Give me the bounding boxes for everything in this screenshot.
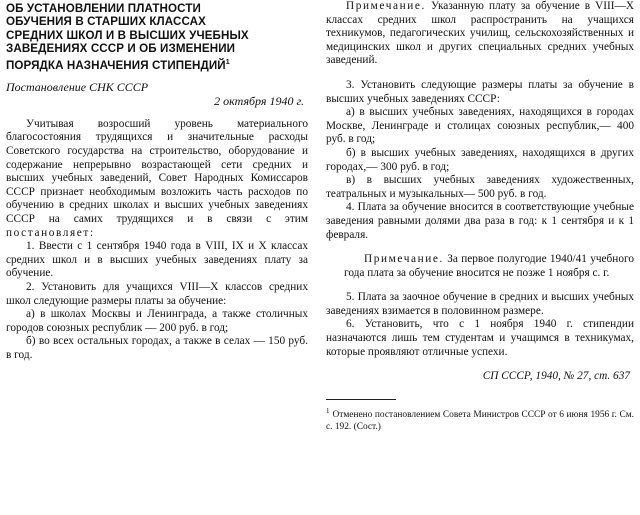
right-column [326, 0, 634, 433]
item-6: 6. Установить, что с 1 ноября 1940 г. стипендии назначаются лишь тем студентам и учащимся в техникумах, которые проявляют отличные успехи. [326, 318, 634, 358]
footnote [326, 406, 634, 433]
item-1: 1. Ввести с 1 сентября 1940 года в VIII, IX и X классах средних школ и в высших учебных заведениях плату за обучение. [6, 240, 308, 280]
decree-source: Постановление СНК СССР [6, 79, 149, 94]
title-footnote-mark: 1 [225, 58, 230, 66]
footnote-number: 1 [326, 407, 330, 416]
title-line: ОБ УСТАНОВЛЕНИИ ПЛАТНОСТИ [6, 2, 201, 15]
left-column [6, 0, 308, 363]
resolves-word: постановляет: [6, 226, 95, 239]
item-2b: б) во всех остальных городах, а также в селах — 150 руб. в год. [6, 335, 308, 361]
source-citation: СП СССР, 1940, № 27, ст. 637 [482, 370, 630, 383]
note-label: Примечание. [346, 0, 426, 12]
item-5: 5. Плата за заочное обучение в средних и высших учебных заведениях взимается в половинном размере. [326, 291, 634, 317]
item-4: 4. Плата за обучение вносится в соответствующие учебные заведения равными долями два раза в год: к 1 сентября и к 1 февраля. [326, 201, 634, 241]
note-label: Примечание. [364, 253, 444, 266]
footnote-text: Отменено постановлением Совета Министров СССР от 6 июня 1956 г. См. с. 192. (Сост.) [326, 410, 634, 432]
item-3c: в) в высших учебных заведениях художественных, театральных и музыкальных— 500 руб. в год. [326, 174, 634, 200]
note-2: Примечание. За первое полугодие 1940/41 учебного года плата за обучение вносится не позже 1 ноября с. г. [344, 253, 634, 279]
note-1: Примечание. Указанную плату за обучение в VIII—X классах средних школ распространить на учащихся техникумов, педагогических училищ, сельскохозяйственных и медицинских школ и других специальных средних учебных заведений. [326, 0, 634, 67]
item-3: 3. Установить следующие размеры платы за обучение в высших учебных заведениях СССР: [326, 78, 634, 105]
title-line: ПОРЯДКА НАЗНАЧЕНИЯ СТИПЕНДИЙ$^1$ [6, 58, 230, 72]
document-title [6, 2, 308, 72]
footnote-divider [326, 399, 396, 400]
intro-paragraph: Учитывая возросший уровень материального благосостояния трудящихся и значительные расходы Советского государства на строительство, оборудование и содержание непрерывно возрастающей сети средних и высших учебных заведений, Совет Народных Комиссаров СССР признает необходимым возложить часть расходов по обучению в средних школах и высших учебных заведениях СССР на самих трудящихся и в связи с этим постановляет: [6, 117, 308, 239]
decree-date: 2 октября 1940 г. [214, 93, 304, 108]
item-3a: а) в высших учебных заведениях, находящихся в городах Москве, Ленинграде и столицах союзных республик,— 400 руб. в год; [326, 106, 634, 146]
item-2: 2. Установить для учащихся VIII—X классов средних школ следующие размеры платы за обучение: [6, 281, 308, 307]
item-3b: б) в высших учебных заведениях, находящихся в других городах,— 300 руб. в год; [326, 146, 634, 173]
title-line: ЗАВЕДЕНИЯХ СССР И ОБ ИЗМЕНЕНИИ [6, 42, 236, 56]
item-2a: а) в школах Москвы и Ленинграда, а также столичных городов союзных республик — 200 руб. в год; [6, 308, 308, 334]
title-line: СРЕДНИХ ШКОЛ И В ВЫСШИХ УЧЕБНЫХ [6, 28, 249, 42]
title-line: ОБУЧЕНИЯ В СТАРШИХ КЛАССАХ [6, 15, 206, 29]
